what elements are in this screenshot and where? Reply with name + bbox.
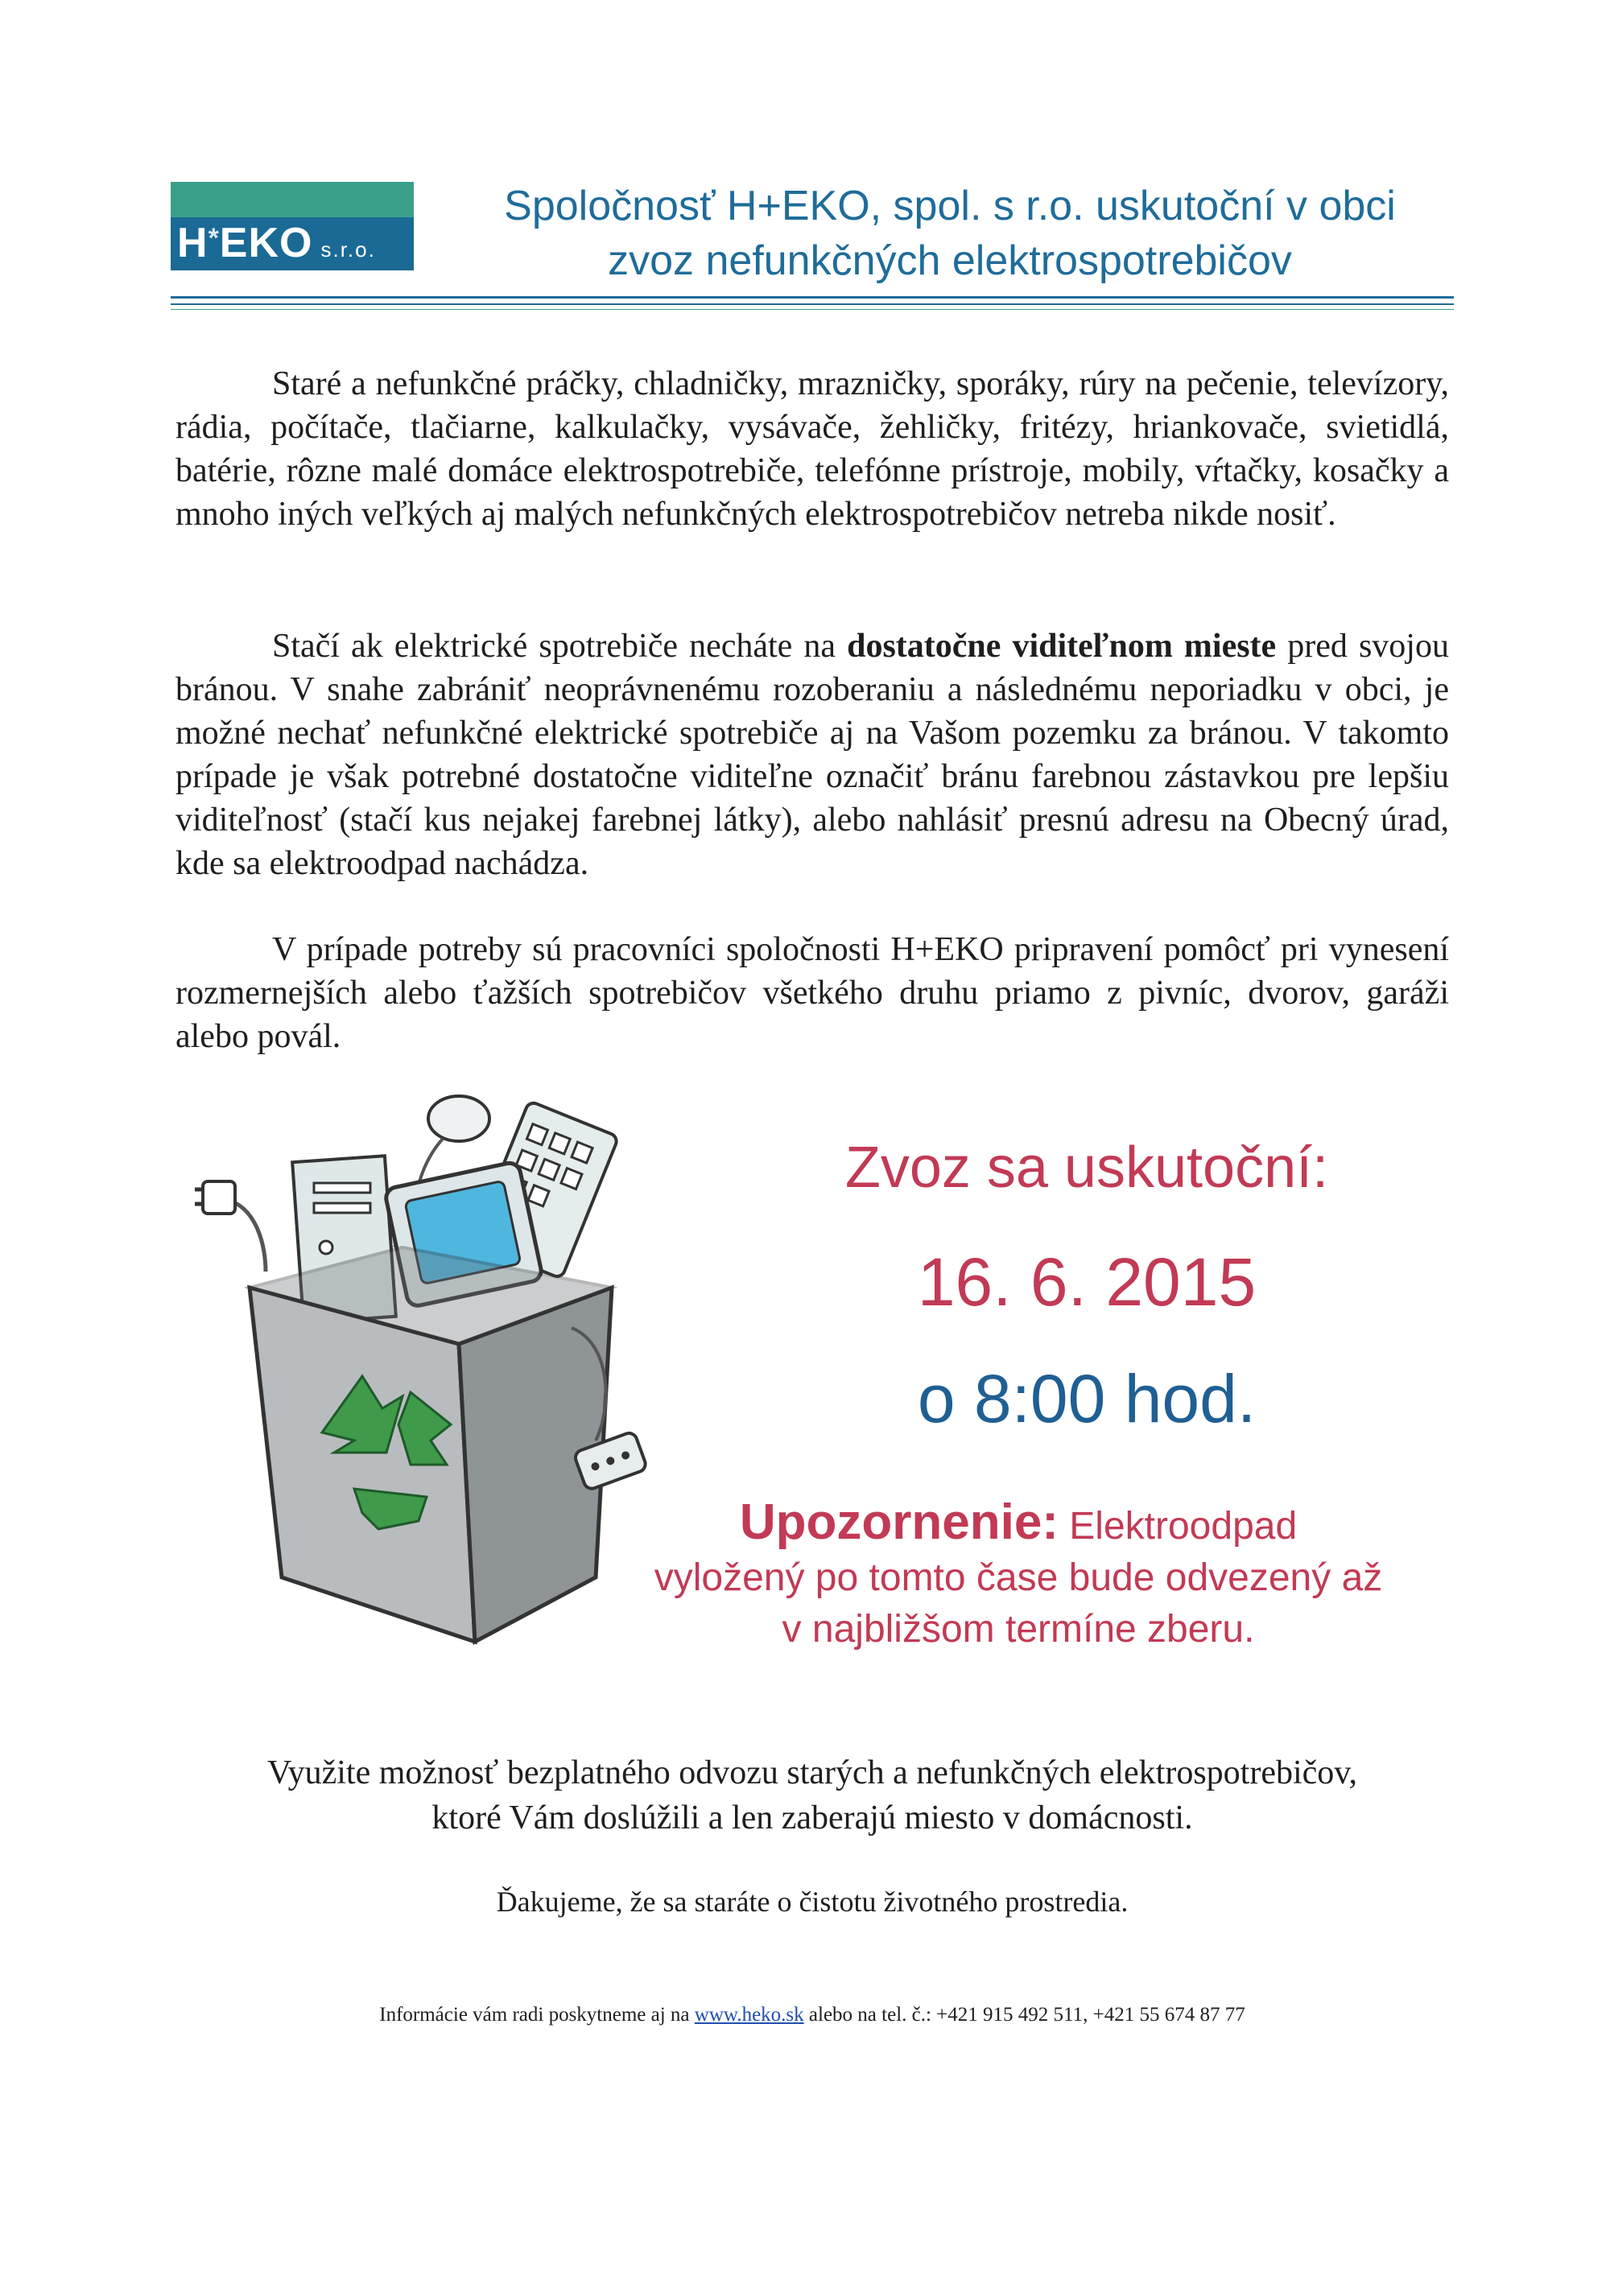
paragraph-assistance: V prípade potreby sú pracovníci spoločnosti H+EKO pripravení pomôcť pri vynesení rozmernejších alebo ťažších spotrebičov všetkého druhu priamo z pivníc, dvorov, garáži alebo povál. bbox=[175, 931, 1449, 1055]
collection-heading: Zvoz sa uskutoční: bbox=[844, 1136, 1329, 1200]
call-to-action: Využite možnosť bezplatného odvozu starých a nefunkčných elektrospotrebičov, ktoré Vám doslúžili a len zaberajú miesto v domácnosti. bbox=[266, 1754, 1358, 1836]
header-rule bbox=[171, 309, 1454, 310]
paragraph-placement: Stačí ak elektrické spotrebiče necháte na dostatočne viditeľnom mieste pred svojou bránou. V snahe zabrániť neoprávnenému rozoberaniu a následnému neporiadku v obci, je možné nechať nefunkčné elektrické spotrebiče aj na Vašom pozemku za bránou. V takomto prípade je však potrebné dostatočne viditeľne označiť bránu farebnou zástavkou pre lepšiu viditeľnosť (stačí kus nejakej farebnej látky), alebo nahlásiť presnú adresu na Obecný úrad, kde sa elektroodpad nachádza. bbox=[175, 628, 1449, 882]
contact-info: Informácie vám radi poskytneme aj na www.heko.sk alebo na tel. č.: +421 915 492 511, +421 55 674 87 77 bbox=[379, 2004, 1245, 2026]
title-line-1: Spoločnosť H+EKO, spol. s r.o. uskutoční v obci bbox=[504, 183, 1396, 229]
plug-icon bbox=[203, 1181, 235, 1214]
paragraph-items: Staré a nefunkčné práčky, chladničky, mrazničky, sporáky, rúry na pečenie, televízory, rádia, počítače, tlačiarne, kalkulačky, vysávače, žehličky, fritézy, hriankovače, svietidlá, batérie, rôzne malé domáce elektrospotrebiče, telefónne prístroje, mobily, vŕtačky, kosačky a mnoho iných veľkých aj malých nefunkčných elektrospotrebičov netreba nikde nosiť. bbox=[175, 365, 1449, 533]
thanks-text: Ďakujeme, že sa staráte o čistotu životného prostredia. bbox=[496, 1886, 1129, 1918]
page-title bbox=[435, 179, 1465, 288]
warning-notice: Upozornenie: Elektroodpad vyložený po tomto čase bude odvezený až v najbližšom termíne zberu. bbox=[654, 1494, 1383, 1651]
title-line-2: zvoz nefunkčných elektrospotrebičov bbox=[608, 237, 1292, 284]
collection-time: o 8:00 hod. bbox=[917, 1361, 1257, 1437]
heko-logo bbox=[171, 182, 414, 270]
logo-text: H*EKO s.r.o. bbox=[177, 220, 376, 266]
website-link[interactable]: www.heko.sk bbox=[694, 2004, 804, 2026]
logo-band bbox=[171, 182, 414, 217]
emphasis-visible-place: dostatočne viditeľnom mieste bbox=[847, 628, 1277, 665]
warning-label: Upozornenie: bbox=[739, 1494, 1059, 1550]
header-rule bbox=[171, 296, 1454, 299]
header-rule bbox=[171, 303, 1454, 305]
collection-date: 16. 6. 2015 bbox=[917, 1244, 1257, 1320]
